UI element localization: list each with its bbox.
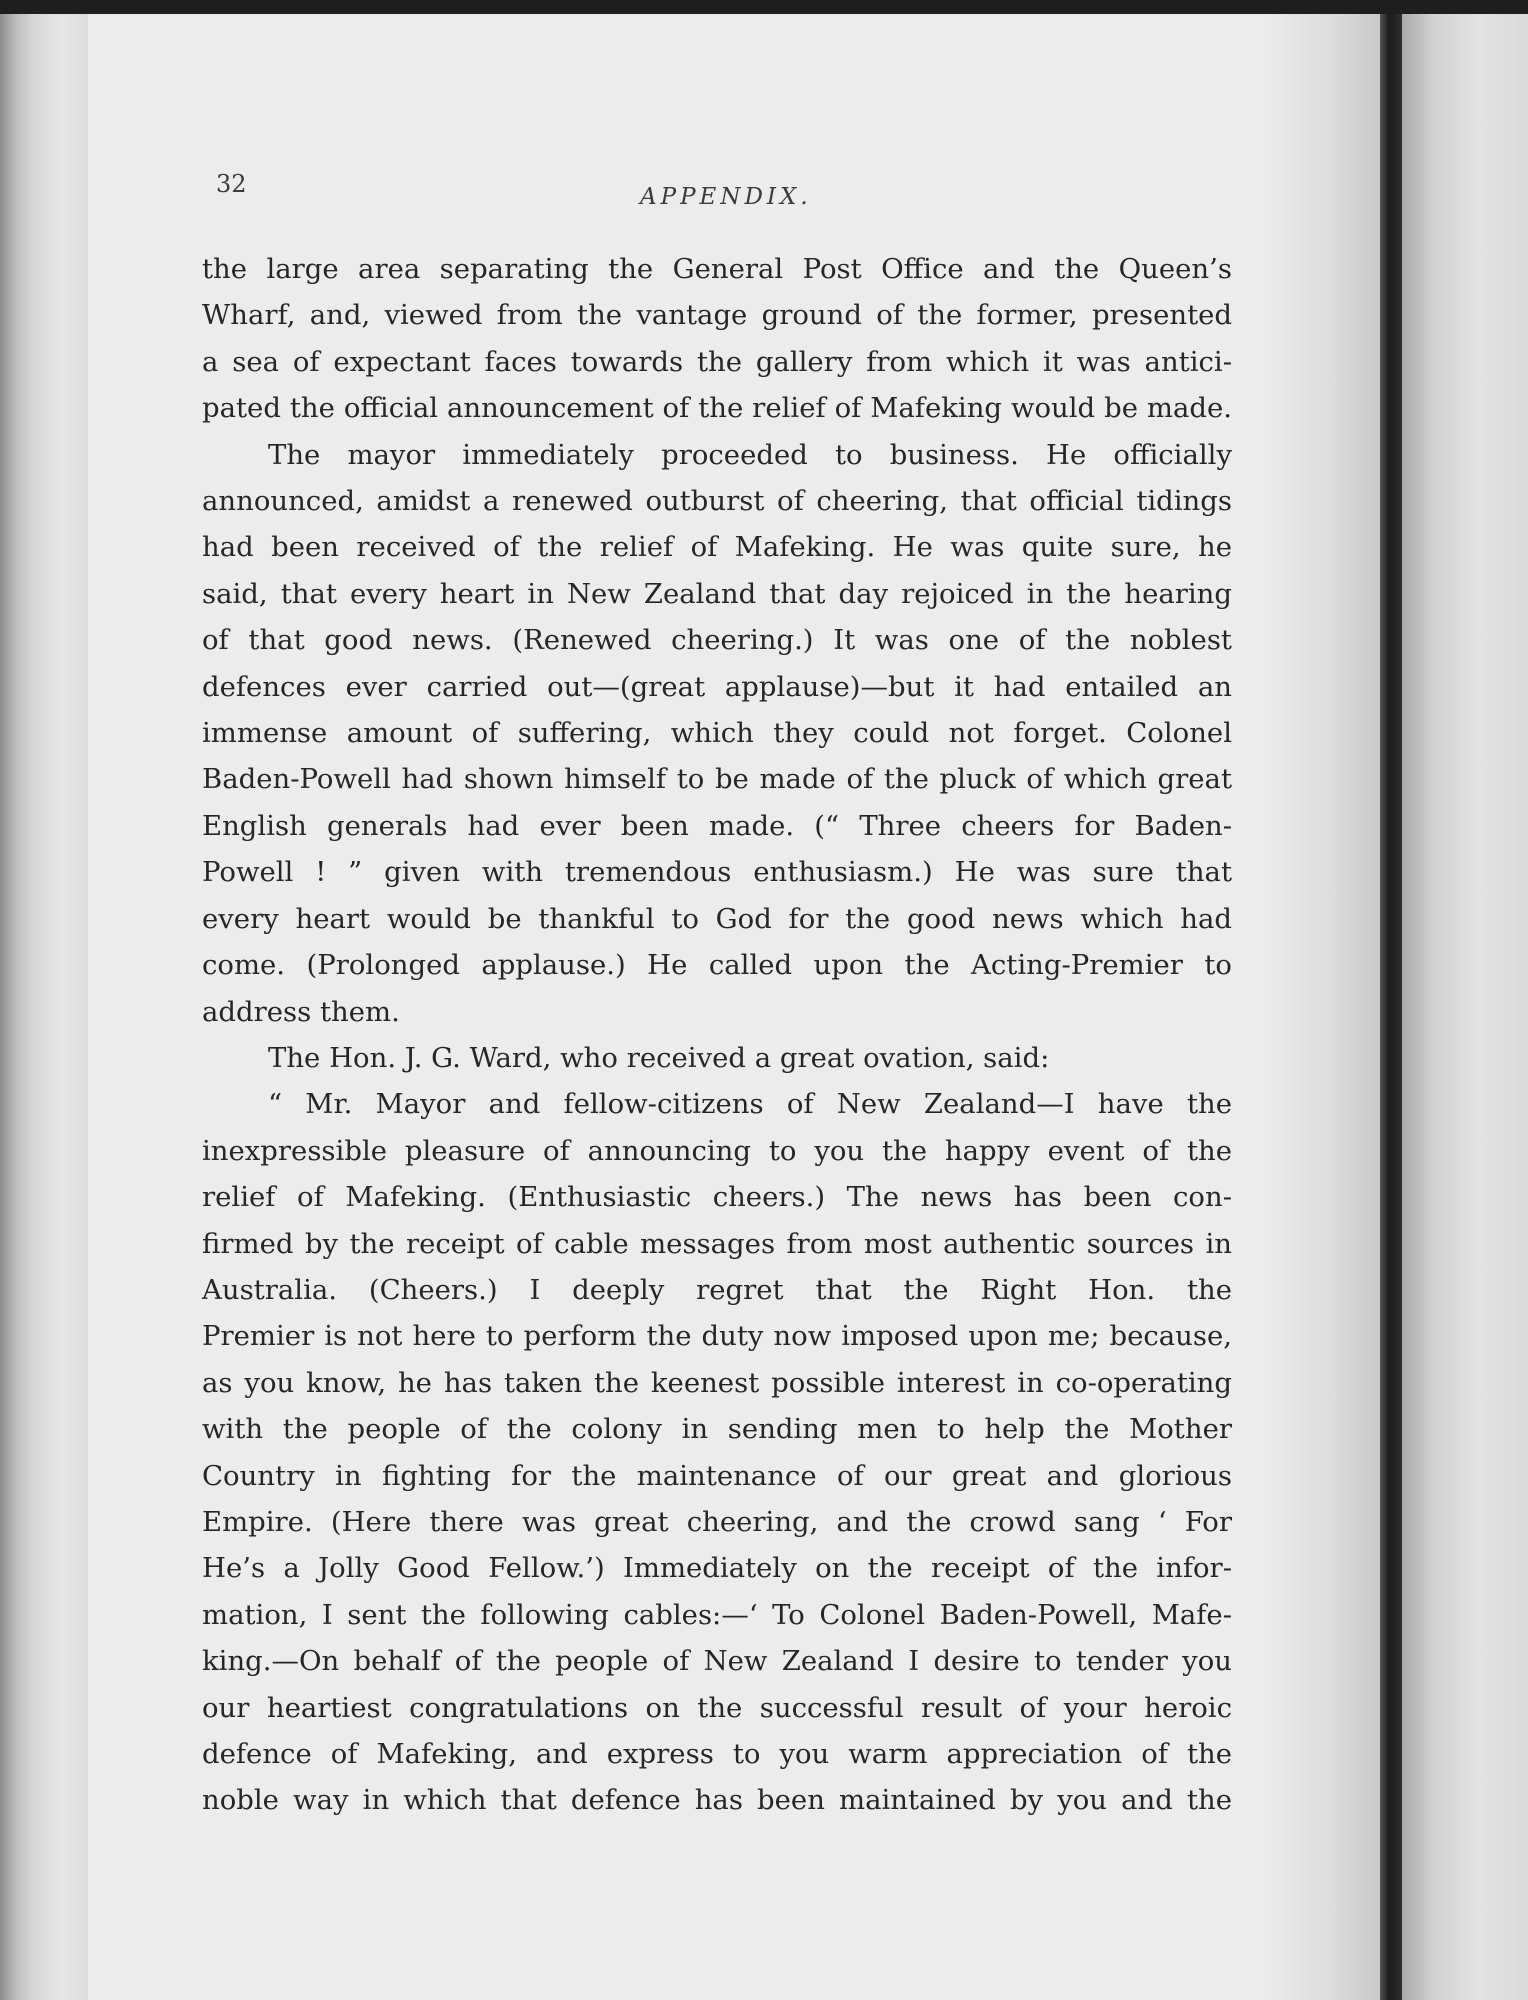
text-line: inexpressible pleasure of announcing to you the happy event of the [202, 1134, 1232, 1167]
text-line: Country in fighting for the maintenance of our great and glorious [202, 1459, 1232, 1492]
text-line: a sea of expectant faces towards the gallery from which it was antici- [202, 345, 1232, 378]
text-line: He’s a Jolly Good Fellow.’) Immediately on the receipt of the infor- [202, 1552, 1232, 1585]
text-line: Wharf, and, viewed from the vantage ground of the former, presented [202, 299, 1232, 332]
page-number: 32 [216, 170, 247, 198]
text-line: “ Mr. Mayor and fellow-citizens of New Zealand—I have the [268, 1088, 1232, 1121]
text-line: with the people of the colony in sending men to help the Mother [202, 1413, 1232, 1446]
text-line: king.—On behalf of the people of New Zealand I desire to tender you [202, 1645, 1232, 1678]
text-line: Premier is not here to perform the duty now imposed upon me; because, [202, 1320, 1232, 1353]
text-line: defences ever carried out—(great applause)—but it had entailed an [202, 670, 1232, 703]
text-line: firmed by the receipt of cable messages from most authentic sources in [202, 1227, 1232, 1260]
text-line: defence of Mafeking, and express to you warm appreciation of the [202, 1738, 1232, 1770]
page-right-shade [1260, 14, 1380, 2000]
text-line: relief of Mafeking. (Enthusiastic cheers.) The news has been con- [202, 1181, 1232, 1214]
text-line: English generals had ever been made. (“ Three cheers for Baden- [202, 809, 1232, 842]
paragraph-4 [202, 1081, 1232, 1824]
text-line: pated the official announcement of the relief of Mafeking would be made. [202, 392, 1232, 425]
text-line: Empire. (Here there was great cheering, and the crowd sang ‘ For [202, 1505, 1232, 1538]
paragraph-3 [202, 1035, 1232, 1081]
text-line: said, that every heart in New Zealand that day rejoiced in the hearing [202, 577, 1232, 610]
paragraph-2 [202, 432, 1232, 1035]
text-line: The Hon. J. G. Ward, who received a great ovation, said: [268, 1041, 1050, 1074]
text-line: as you know, he has taken the keenest possible interest in co-operating [202, 1366, 1232, 1399]
book-gutter-left [0, 14, 88, 2000]
text-line: the large area separating the General Post Office and the Queen’s [202, 253, 1232, 285]
text-line: immense amount of suffering, which they could not forget. Colonel [202, 717, 1232, 750]
text-line: Powell ! ” given with tremendous enthusiasm.) He was sure that [202, 856, 1232, 889]
text-line: of that good news. (Renewed cheering.) It was one of the noblest [202, 624, 1232, 657]
text-line: Australia. (Cheers.) I deeply regret that the Right Hon. the [202, 1273, 1232, 1306]
text-line: our heartiest congratulations on the successful result of your heroic [202, 1691, 1232, 1724]
book-top-edge [0, 0, 1528, 14]
text-line: address them. [202, 995, 400, 1028]
body-text [202, 246, 1232, 1824]
text-line: Baden-Powell had shown himself to be made of the pluck of which great [202, 763, 1232, 796]
text-line: come. (Prolonged applause.) He called upon the Acting-Premier to [202, 949, 1232, 982]
running-head: APPENDIX. [640, 184, 812, 210]
text-line: every heart would be thankful to God for the good news which had [202, 902, 1232, 935]
text-line: had been received of the relief of Mafeking. He was quite sure, he [202, 531, 1232, 564]
paragraph-1 [202, 246, 1232, 432]
book-binding-edge [1402, 14, 1528, 2000]
book-binding [1380, 14, 1402, 2000]
text-line: announced, amidst a renewed outburst of cheering, that official tidings [202, 485, 1232, 518]
text-line: The mayor immediately proceeded to business. He officially [268, 438, 1232, 471]
text-line: mation, I sent the following cables:—‘ To Colonel Baden-Powell, Mafe- [202, 1598, 1232, 1631]
text-line: noble way in which that defence has been maintained by you and the [202, 1784, 1232, 1817]
